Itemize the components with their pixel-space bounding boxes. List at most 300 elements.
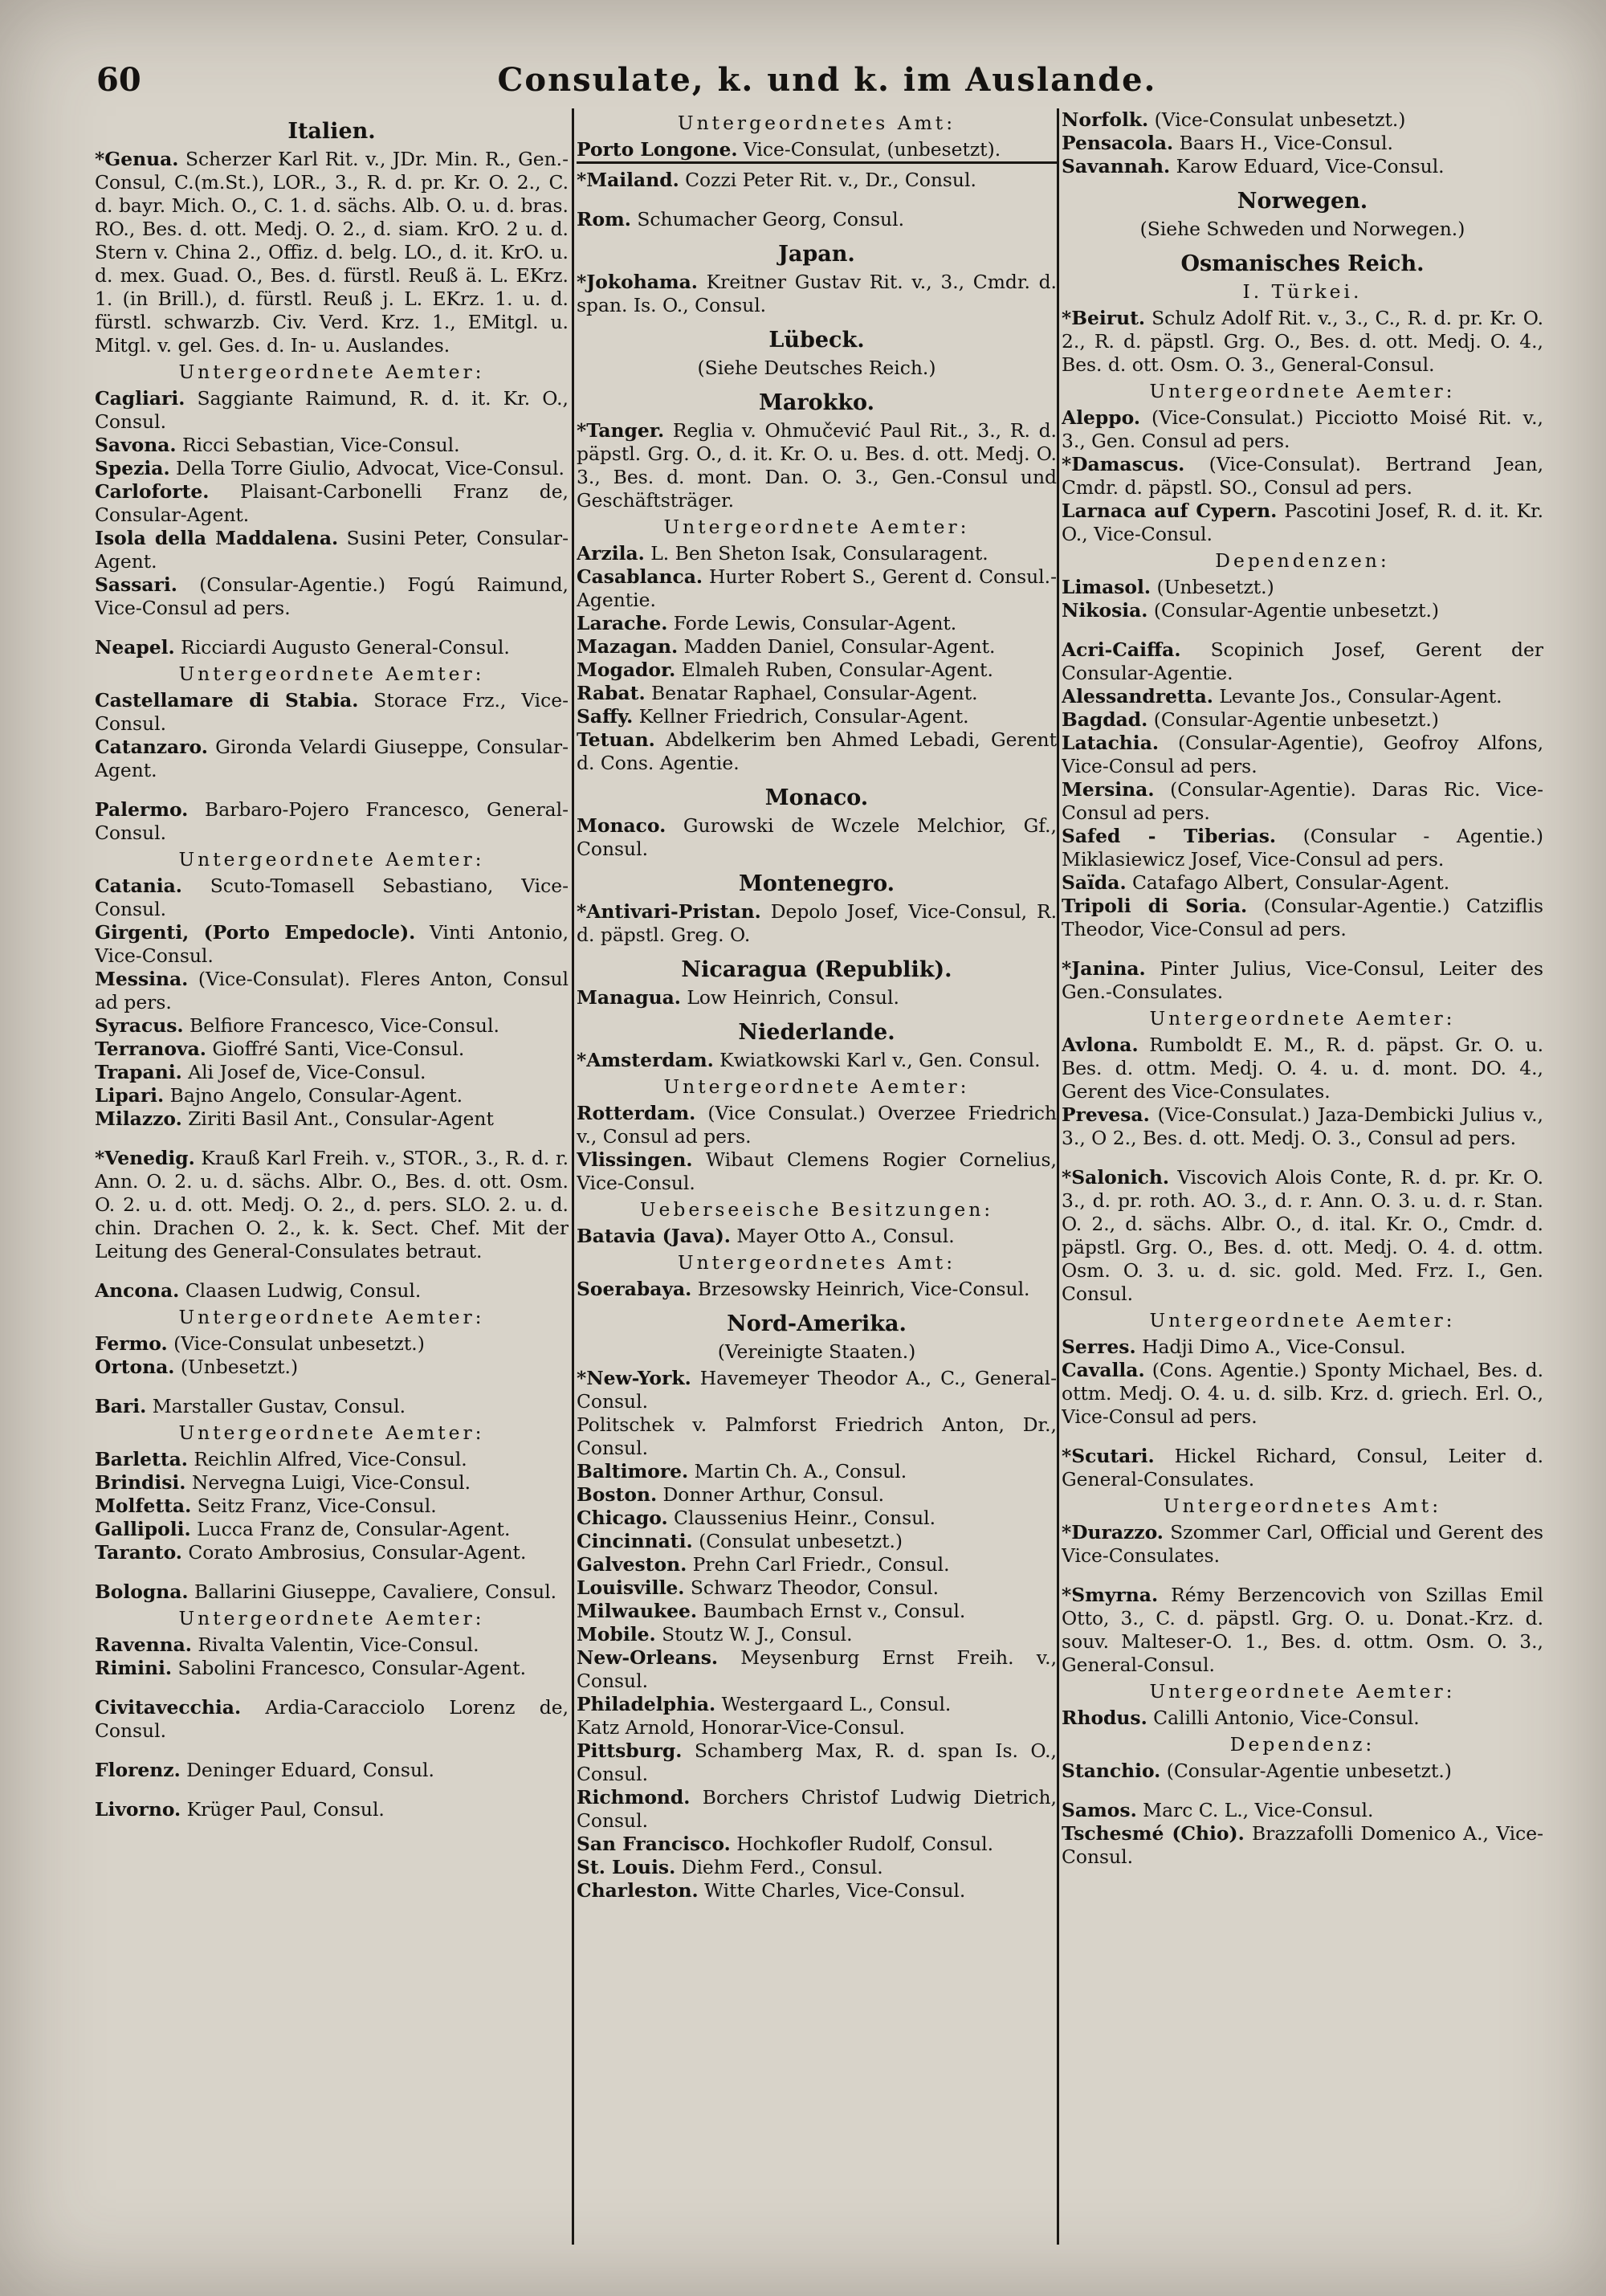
consulate-entry [95,798,569,845]
subsection-heading: Untergeordnete Aemter: [178,1607,485,1629]
consul-details: Viscovich Alois Conte, R. d. pr. Kr. O. 3., d. pr. roth. AO. 3., d. r. Ann. O. 3. u. d. r. Stan. O. 2., d. sächs. Albr. O., d. ital. Kr. O., Cmdr. d. päpstl. Grg. O., Bes. d. ott. Medj. O. 4. d. ottm. Osm. O. 3. u. d. sic. gold. Med. Frz. I., Gen. Consul. [1062,1166,1543,1305]
consulate-entry [577,728,1057,775]
consulate-entry [577,1833,1057,1856]
place-name: *Beirut. [1062,307,1146,329]
country-heading: Osmanisches Reich. [1180,251,1425,276]
place-name: Galveston. [577,1553,687,1576]
place-name: Barletta. [95,1448,188,1470]
consulate-entry [95,636,569,659]
consulate-entry [1062,453,1543,500]
place-name: Mogador. [577,659,676,681]
consulate-entry [577,1623,1057,1646]
place-name: Soerabaya. [577,1278,692,1300]
place-name: Neapel. [95,636,175,659]
place-name: Bologna. [95,1580,189,1603]
place-name: *Antivari-Pristan. [577,900,761,923]
consul-details: Martin Ch. A., Consul. [694,1460,907,1482]
consulate-entry [95,1633,569,1657]
consul-details: Meysenburg Ernst Freih. v., Consul. [577,1646,1057,1692]
consulate-entry [95,1541,569,1564]
consulate-entry [95,434,569,457]
consulate-entry [95,1798,569,1821]
consulate-entry [577,271,1057,317]
consulate-entry [1062,1359,1543,1429]
place-name: Trapani. [95,1061,182,1083]
consulate-entry [577,1646,1057,1693]
consul-details: (Consulat unbesetzt.) [699,1530,903,1552]
consulate-entry [1062,732,1543,778]
consul-details: Corato Ambrosius, Consular-Agent. [188,1541,527,1564]
consulate-entry [577,208,1057,231]
consulate-entry [95,1147,569,1263]
consul-details: Marstaller Gustav, Consul. [152,1395,406,1417]
consul-details: (Consular-Agentie unbesetzt.) [1153,599,1440,622]
consulate-entry [95,1279,569,1303]
consul-details: Seitz Franz, Vice-Consul. [197,1495,437,1517]
consulate-entry [1062,895,1543,941]
place-name: Ravenna. [95,1633,192,1656]
subsection-heading: Untergeordnete Aemter: [1149,1309,1456,1332]
consul-details: Stoutz W. J., Consul. [662,1623,853,1646]
place-name: Livorno. [95,1798,181,1821]
text-column-middle [577,108,1057,2261]
consulate-entry [577,565,1057,612]
consulate-entry [95,1038,569,1061]
place-name: Mazagan. [577,635,679,658]
consul-details: Calilli Antonio, Vice-Consul. [1153,1707,1420,1729]
consulate-entry [1062,1445,1543,1491]
consulate-entry [95,457,569,480]
cross-reference-note: (Vereinigte Staaten.) [717,1340,916,1363]
place-name: Arzila. [577,542,645,565]
place-name: Rom. [577,208,631,230]
country-heading: Nicaragua (Republik). [681,957,952,982]
consul-details: Gioffré Santi, Vice-Consul. [212,1038,465,1060]
consul-details: (Vice-Consulat.) Jaza-Dembicki Julius v., 3., O 2., Bes. d. ott. Medj. O. 3., Consul ad pers. [1062,1103,1543,1149]
consul-details: Scopinich Josef, Gerent der Consular-Agentie. [1062,638,1543,684]
consul-details: Claasen Ludwig, Consul. [185,1279,422,1302]
consulate-entry [1062,871,1543,895]
country-heading: Nord-Amerika. [727,1311,907,1336]
place-name: Bagdad. [1062,708,1148,731]
subsection-heading: Untergeordnete Aemter: [663,516,970,538]
consulate-entry [1062,108,1543,132]
consulate-entry [1062,406,1543,453]
consulate-entry [1062,638,1543,685]
place-name: Larache. [577,612,668,634]
consul-details: Reichlin Alfred, Vice-Consul. [194,1448,467,1470]
consulate-entry [1062,1799,1543,1822]
place-name: Tetuan. [577,728,655,751]
consul-details: Storace Frz., Vice-Consul. [95,689,569,735]
consulate-entry [577,1576,1057,1600]
consulate-entry [577,612,1057,635]
consulate-entry [95,689,569,736]
consulate-entry [1062,155,1543,178]
consul-details: Schulz Adolf Rit. v., 3., C., R. d. pr. Kr. O. 2., R. d. päpstl. Grg. O., Bes. d. ott. Medj. O. 4., Bes. d. ott. Osm. O. 3., General-Consul. [1062,307,1543,376]
consul-details: (Vice-Consulat unbesetzt.) [173,1332,425,1355]
place-name: Mobile. [577,1623,656,1646]
consul-details: (Consular-Agentie unbesetzt.) [1153,708,1439,731]
place-name: Serres. [1062,1336,1136,1358]
consul-details: (Vice Consulat.) Overzee Friedrich v., Consul ad pers. [577,1102,1057,1148]
place-name: Avlona. [1062,1034,1139,1056]
consul-details: Wibaut Clemens Rogier Cornelius, Vice-Consul. [577,1148,1057,1194]
place-name: Catanzaro. [95,736,208,758]
consul-details: Pascotini Josef, R. d. it. Kr. O., Vice-Consul. [1062,500,1543,545]
place-name: Nikosia. [1062,599,1148,622]
consul-details: Marc C. L., Vice-Consul. [1143,1799,1374,1821]
consulate-entry [95,1495,569,1518]
place-name: Philadelphia. [577,1693,716,1715]
place-name: Tschesmé (Chio). [1062,1822,1245,1845]
consulate-entry [577,1739,1057,1786]
consul-details: Saggiante Raimund, R. d. it. Kr. O., Consul. [95,387,569,433]
consul-details: (Consular-Agentie), Geofroy Alfons, Vice-Consul ad pers. [1062,732,1543,777]
consulate-entry [1062,1166,1543,1306]
consul-details: Donner Arthur, Consul. [662,1483,885,1506]
consul-details: Witte Charles, Vice-Consul. [704,1879,966,1902]
place-name: Ortona. [95,1356,175,1378]
place-name: Mersina. [1062,778,1155,801]
consul-details: (Consular-Agentie.) Catziflis Theodor, Vice-Consul ad pers. [1062,895,1543,940]
consul-details: Brazzafolli Domenico A., Vice-Consul. [1062,1822,1543,1868]
consulate-entry [95,1759,569,1782]
consul-details: Krauß Karl Freih. v., STOR., 3., R. d. r. Ann. O. 2. u. d. sächs. Albr. O., Bes. d. ott. Osm. O. 2. u. d. ott. Medj. O. 2., d. pers. SLO. 2. u. d. chin. Drachen O. 2., k. k. Sect. Chef. Mit der Leitung des General-Consulates betraut. [95,1147,569,1262]
consulate-entry [577,1278,1057,1301]
consul-details: Kellner Friedrich, Consular-Agent. [638,705,969,728]
consul-details: Katz Arnold, Honorar-Vice-Consul. [577,1716,906,1739]
place-name: Rotterdam. [577,1102,696,1124]
consul-details: Mayer Otto A., Consul. [736,1225,955,1247]
country-heading: Norwegen. [1237,189,1368,214]
consul-details: Karow Eduard, Vice-Consul. [1176,155,1445,177]
country-heading: Monaco. [764,785,869,810]
place-name: Casablanca. [577,565,703,588]
subsection-heading: Untergeordnetes Amt: [677,112,956,134]
place-name: Safed - Tiberias. [1062,825,1277,847]
place-name: Bari. [95,1395,147,1417]
place-name: Managua. [577,986,681,1009]
place-name: *Mailand. [577,169,679,191]
consul-details: Susini Peter, Consular-Agent. [95,527,569,573]
country-heading: Marokko. [759,390,874,415]
consul-details: Ali Josef de, Vice-Consul. [188,1061,426,1083]
consul-details: Benatar Raphael, Consular-Agent. [651,682,978,704]
consul-details: (Consular - Agentie.) Miklasiewicz Josef, Vice-Consul ad pers. [1062,825,1543,871]
consul-details: (Vice-Consulat.) Picciotto Moisé Rit. v., 3., Gen. Consul ad pers. [1062,406,1543,452]
place-name: Terranova. [95,1038,206,1060]
consulate-entry [577,1367,1057,1413]
place-name: *Venedig. [95,1147,195,1169]
consul-details: Diehm Ferd., Consul. [681,1856,883,1878]
consul-details: Vinti Antonio, Vice-Consul. [95,921,569,967]
consulate-entry [577,1879,1057,1902]
consul-details: Cozzi Peter Rit. v., Dr., Consul. [685,169,976,191]
consul-details: Westergaard L., Consul. [721,1693,952,1715]
place-name: Sassari. [95,573,177,596]
place-name: Ancona. [95,1279,180,1302]
consulate-entry [95,1657,569,1680]
place-name: Rhodus. [1062,1707,1147,1729]
section-rule [577,161,1057,164]
consul-details: Levante Jos., Consular-Agent. [1219,685,1502,708]
consulate-entry [577,1856,1057,1879]
consul-details: Gironda Velardi Giuseppe, Consular-Agent. [95,736,569,781]
consulate-entry [95,148,569,357]
consul-details: (Consular-Agentie.) Fogú Raimund, Vice-Consul ad pers. [95,573,569,619]
consulate-entry [577,900,1057,947]
consulate-entry [1062,576,1543,599]
consul-details: Vice-Consulat, (unbesetzt). [743,138,1001,161]
subsection-heading: I. Türkei. [1242,280,1363,303]
place-name: New-Orleans. [577,1646,719,1669]
consul-details: Kreitner Gustav Rit. v., 3., Cmdr. d. span. Is. O., Consul. [577,271,1057,316]
place-name: Castellamare di Stabia. [95,689,359,712]
consul-details: Forde Lewis, Consular-Agent. [673,612,957,634]
consul-details: Plaisant-Carbonelli Franz de, Consular-Agent. [95,480,569,526]
consul-details: Deninger Eduard, Consul. [186,1759,434,1781]
column-divider [1057,108,1059,2245]
place-name: Cincinnati. [577,1530,693,1552]
consulate-entry [1062,1336,1543,1359]
place-name: *Janina. [1062,957,1146,980]
consulate-entry [577,986,1057,1009]
place-name: *Genua. [95,148,179,170]
consul-details: Politschek v. Palmforst Friedrich Anton, Dr., Consul. [577,1413,1057,1459]
consul-details: Lucca Franz de, Consular-Agent. [197,1518,511,1540]
place-name: Tripoli di Soria. [1062,895,1248,917]
country-heading: Lübeck. [768,328,865,353]
consul-details: Scuto-Tomasell Sebastiano, Vice-Consul. [95,875,569,920]
consulate-entry [577,1600,1057,1623]
country-heading: Italien. [287,119,376,144]
consul-details: Szommer Carl, Official und Gerent des Vice-Consulates. [1062,1521,1543,1567]
country-heading: Montenegro. [738,871,895,896]
consulate-entry [1062,1760,1543,1783]
consulate-entry [95,921,569,968]
consulate-entry [1062,778,1543,825]
place-name: *Amsterdam. [577,1049,714,1071]
consulate-entry [95,1580,569,1604]
consulate-entry [577,1786,1057,1833]
consul-details: Borchers Christof Ludwig Dietrich, Consul. [577,1786,1057,1832]
consulate-entry [1062,1822,1543,1869]
place-name: Girgenti, (Porto Empedocle). [95,921,416,944]
place-name: Louisville. [577,1576,685,1599]
place-name: *Tanger. [577,419,665,442]
consul-details: Nervegna Luigi, Vice-Consul. [191,1471,471,1494]
place-name: *Damascus. [1062,453,1185,475]
running-title: Consulate, k. und k. im Auslande. [497,61,1157,99]
place-name: Cavalla. [1062,1359,1145,1381]
country-heading: Niederlande. [738,1020,895,1045]
consul-details: Hochkofler Rudolf, Consul. [736,1833,994,1855]
place-name: Pensacola. [1062,132,1174,154]
place-name: Fermo. [95,1332,168,1355]
consulate-entry [95,480,569,527]
place-name: Latachia. [1062,732,1159,754]
consulate-entry [577,542,1057,565]
consul-details: (Consular-Agentie). Daras Ric. Vice-Consul ad pers. [1062,778,1543,824]
place-name: Boston. [577,1483,658,1506]
subsection-heading: Dependenzen: [1215,549,1390,572]
place-name: Prevesa. [1062,1103,1150,1126]
cross-reference-note: (Siehe Deutsches Reich.) [697,357,936,379]
consulate-entry [95,1518,569,1541]
consul-details: Catafago Albert, Consular-Agent. [1132,871,1450,894]
subsection-heading: Untergeordnete Aemter: [178,361,485,383]
consul-details: Sabolini Francesco, Consular-Agent. [177,1657,527,1679]
consulate-entry [1062,599,1543,622]
consulate-entry [577,1225,1057,1248]
consulate-entry [1062,957,1543,1004]
consul-details: Ricci Sebastian, Vice-Consul. [181,434,460,456]
place-name: Limasol. [1062,576,1152,598]
place-name: *Salonich. [1062,1166,1170,1189]
place-name: Chicago. [577,1507,668,1529]
consul-details: (Vice-Consulat unbesetzt.) [1154,108,1406,131]
subsection-heading: Untergeordnete Aemter: [663,1075,970,1098]
place-name: Rabat. [577,682,646,704]
subsection-heading: Untergeordnete Aemter: [1149,1680,1456,1703]
consul-details: Ballarini Giuseppe, Cavaliere, Consul. [194,1580,557,1603]
consul-details: Madden Daniel, Consular-Agent. [683,635,996,658]
consulate-entry [577,1413,1057,1460]
consul-details: Schamberg Max, R. d. span Is. O., Consul. [577,1739,1057,1785]
consulate-entry [95,387,569,434]
consul-details: Abdelkerim ben Ahmed Lebadi, Gerent d. Cons. Agentie. [577,728,1057,774]
consulate-entry [1062,1707,1543,1730]
consul-details: (Vice-Consulat). Bertrand Jean, Cmdr. d. päpstl. SO., Consul ad pers. [1062,453,1543,499]
consul-details: Hurter Robert S., Gerent d. Consul.-Agentie. [577,565,1057,611]
consul-details: L. Ben Sheton Isak, Consularagent. [650,542,988,565]
consulate-entry [95,1395,569,1418]
consulate-entry [577,1530,1057,1553]
consulate-entry [95,875,569,921]
place-name: Civitavecchia. [95,1696,242,1719]
place-name: Vlissingen. [577,1148,693,1171]
consulate-entry [95,1332,569,1356]
consulate-entry [95,1696,569,1743]
consul-details: Pinter Julius, Vice-Consul, Leiter des Gen.-Consulates. [1062,957,1543,1003]
place-name: Isola della Maddalena. [95,527,339,549]
consul-details: Krüger Paul, Consul. [186,1798,385,1821]
subsection-heading: Ueberseeische Besitzungen: [639,1198,994,1221]
place-name: Samos. [1062,1799,1137,1821]
consul-details: Ricciardi Augusto General-Consul. [181,636,510,659]
place-name: Alessandretta. [1062,685,1213,708]
consulate-entry [95,1448,569,1471]
consulate-entry [95,527,569,573]
consulate-entry [577,1507,1057,1530]
consulate-entry [1062,708,1543,732]
consul-details: Della Torre Giulio, Advocat, Vice-Consul. [176,457,565,479]
running-header [96,61,1558,109]
consul-details: Havemeyer Theodor A., C., General-Consul. [577,1367,1057,1413]
consul-details: Ziriti Basil Ant., Consular-Agent [188,1107,494,1130]
consul-details: (Unbesetzt.) [1156,576,1274,598]
place-name: Milwaukee. [577,1600,698,1622]
consul-details: Gurowski de Wczele Melchior, Gf., Consul. [577,814,1057,860]
consulate-entry [1062,825,1543,871]
place-name: *Smyrna. [1062,1584,1159,1606]
subsection-heading: Untergeordnete Aemter: [178,663,485,685]
consul-details: Bajno Angelo, Consular-Agent. [169,1084,463,1107]
subsection-heading: Untergeordnete Aemter: [178,1306,485,1328]
place-name: Milazzo. [95,1107,182,1130]
place-name: Baltimore. [577,1460,689,1482]
place-name: Saffy. [577,705,634,728]
consul-details: Rumboldt E. M., R. d. päpst. Gr. O. u. Bes. d. ottm. Medj. O. 4. u. d. mont. DO. 4., Gerent des Vice-Consulates. [1062,1034,1543,1103]
place-name: *Jokohama. [577,271,698,293]
consulate-entry [95,1061,569,1084]
consulate-entry [577,1716,1057,1739]
place-name: Florenz. [95,1759,181,1781]
consulate-entry [577,635,1057,659]
place-name: Savona. [95,434,177,456]
consulate-entry [95,1014,569,1038]
place-name: Palermo. [95,798,189,821]
place-name: Lipari. [95,1084,165,1107]
consulate-entry [577,1148,1057,1195]
consulate-entry [95,1356,569,1379]
consul-details: (Unbesetzt.) [180,1356,299,1378]
place-name: Brindisi. [95,1471,186,1494]
place-name: *Durazzo. [1062,1521,1164,1544]
place-name: *New-York. [577,1367,691,1389]
place-name: Pittsburg. [577,1739,683,1762]
consul-details: Scherzer Karl Rit. v., JDr. Min. R., Gen.-Consul, C.(m.St.), LOR., 3., R. d. pr. Kr. O. 2., C. d. bayr. Mich. O., C. 1. d. sächs. Alb. O. u. d. bras. RO., Bes. d. ott. Medj. O. 2., d. siam. KrO. 2 u. d. Stern v. China 2., Offiz. d. belg. LO., d. it. KrO. u. d. mex. Guad. O., Bes. d. fürstl. Reuß ä. L. EKrz. 1. (in Brill.), d. fürstl. Reuß j. L. EKrz. 1. u. d. fürstl. schwarzb. Civ. Verd. Krz. 1., EMitgl. u. Mitgl. v. gel. Ges. d. In- u. Auslandes. [95,148,569,357]
consulate-entry [1062,132,1543,155]
subsection-heading: Untergeordnetes Amt: [677,1251,956,1274]
column-divider [572,108,574,2245]
page-number: 60 [96,61,141,99]
consul-details: Belfiore Francesco, Vice-Consul. [189,1014,499,1037]
place-name: Stanchio. [1062,1760,1161,1782]
consul-details: Rémy Berzencovich von Szillas Emil Otto, 3., C. d. päpstl. Grg. O. u. Donat.-Krz. d. souv. Malteser-O. 1., Bes. d. ottm. Osm. O. 3., General-Consul. [1062,1584,1543,1676]
consul-details: (Cons. Agentie.) Sponty Michael, Bes. d. ottm. Medj. O. 4. u. d. silb. Krz. d. griech. Erl. O., Vice-Consul ad pers. [1062,1359,1543,1428]
consulate-entry [577,1553,1057,1576]
subsection-heading: Untergeordnete Aemter: [1149,1007,1456,1030]
consulate-entry [577,169,1057,192]
consul-details: Reglia v. Ohmučević Paul Rit., 3., R. d. päpstl. Grg. O., d. it. Kr. O. u. Bes. d. ott. Medj. O. 3., Bes. d. mont. Dan. O. 3., Gen.-Consul und Geschäftsträger. [577,419,1057,512]
consulate-entry [577,138,1057,161]
consul-details: Elmaleh Ruben, Consular-Agent. [681,659,993,681]
place-name: Monaco. [577,814,666,837]
place-name: Aleppo. [1062,406,1140,429]
consulate-entry [577,1049,1057,1072]
consul-details: Ardia-Caracciolo Lorenz de, Consul. [95,1696,569,1742]
consulate-entry [577,659,1057,682]
place-name: Acri-Caiffa. [1062,638,1181,661]
consulate-entry [577,1693,1057,1716]
consul-details: Schumacher Georg, Consul. [637,208,905,230]
consul-details: Prehn Carl Friedr., Consul. [692,1553,950,1576]
place-name: Norfolk. [1062,108,1149,131]
place-name: Larnaca auf Cypern. [1062,500,1278,522]
place-name: Catania. [95,875,182,897]
subsection-heading: Untergeordnete Aemter: [178,848,485,871]
consul-details: Baars H., Vice-Consul. [1179,132,1393,154]
consulate-entry [1062,1034,1543,1103]
consulate-entry [577,814,1057,861]
consulate-entry [95,968,569,1014]
consul-details: Schwarz Theodor, Consul. [690,1576,940,1599]
country-heading: Japan. [778,242,855,267]
consulate-entry [95,1471,569,1495]
consul-details: Kwiatkowski Karl v., Gen. Consul. [719,1049,1041,1071]
